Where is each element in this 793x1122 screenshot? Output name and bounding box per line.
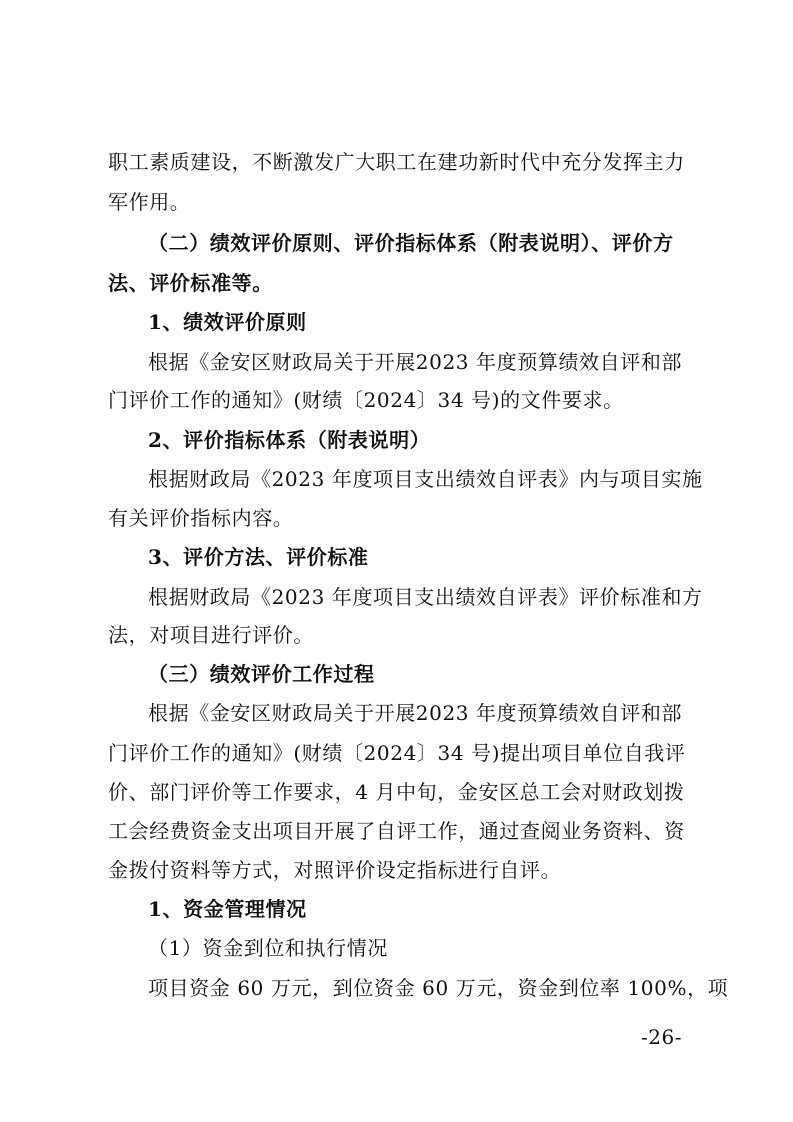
- subsection-heading: 3、评价方法、评价标准: [148, 545, 369, 569]
- subsection-heading: 1、绩效评价原则: [148, 310, 307, 334]
- body-text-line: 价、部门评价等工作要求，4 月中旬，金安区总工会对财政划拨: [108, 780, 685, 804]
- body-text-line: 职工素质建设，不断激发广大职工在建功新时代中充分发挥主力: [108, 150, 685, 174]
- body-text-line: 根据财政局《2023 年度项目支出绩效自评表》评价标准和方: [148, 585, 703, 609]
- body-text-line: 法，对项目进行评价。: [108, 623, 314, 647]
- body-text-line: 项目资金 60 万元，到位资金 60 万元，资金到位率 100%，项: [148, 976, 729, 1000]
- section-heading: （三）绩效评价工作过程: [148, 662, 375, 686]
- body-text-line: 门评价工作的通知》(财绩〔2024〕34 号)的文件要求。: [108, 388, 624, 412]
- subsection-heading: 2、评价指标体系（附表说明）: [148, 428, 431, 452]
- subsection-heading: 1、资金管理情况: [148, 897, 307, 921]
- body-text-line: 根据《金安区财政局关于开展2023 年度预算绩效自评和部: [148, 701, 683, 725]
- body-text-line: 军作用。: [108, 190, 191, 214]
- section-heading: （二）绩效评价原则、评价指标体系（附表说明）、评价方: [148, 231, 674, 255]
- body-text-line: 金拨付资料等方式，对照评价设定指标进行自评。: [108, 858, 562, 882]
- body-text-line: 工会经费资金支出项目开展了自评工作，通过查阅业务资料、资: [108, 819, 685, 843]
- body-text-line: 根据财政局《2023 年度项目支出绩效自评表》内与项目实施: [148, 467, 703, 491]
- body-text-line: 门评价工作的通知》(财绩〔2024〕34 号)提出项目单位自我评: [108, 741, 686, 765]
- page-number: -26-: [641, 1025, 682, 1049]
- body-text-line: （1）资金到位和执行情况: [148, 936, 388, 960]
- section-heading-continuation: 法、评价标准等。: [108, 271, 273, 295]
- body-text-line: 有关评价指标内容。: [108, 506, 294, 530]
- body-text-line: 根据《金安区财政局关于开展2023 年度预算绩效自评和部: [148, 350, 683, 374]
